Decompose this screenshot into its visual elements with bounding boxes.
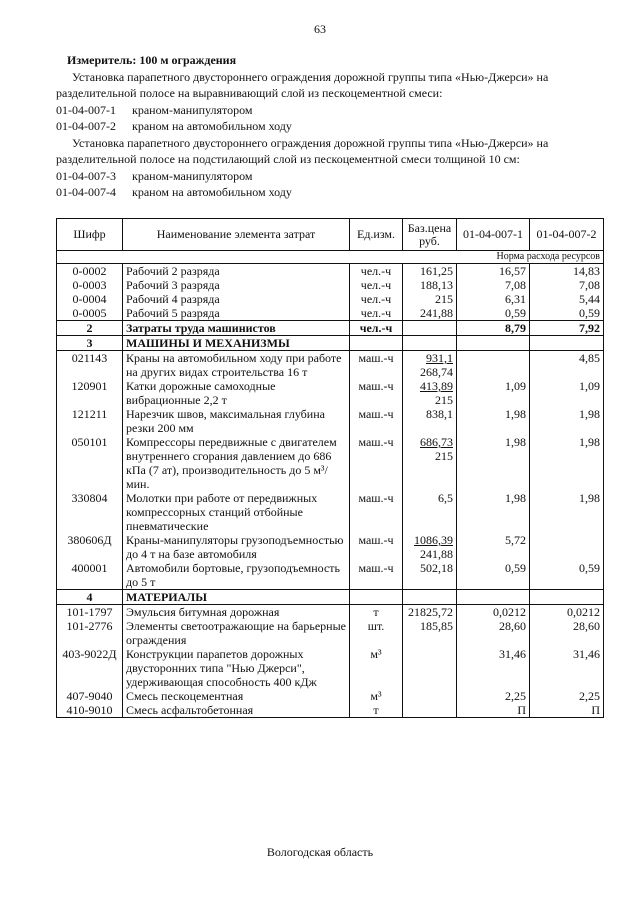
cell-unit: маш.-ч: [350, 491, 403, 533]
cell-price: [403, 491, 457, 533]
cell-value-1: [457, 351, 530, 380]
operator-price: 215: [435, 393, 453, 407]
cell-value-2: 31,46: [530, 647, 604, 689]
cell-name: Нарезчик швов, максимальная глубина резки 200 мм: [123, 407, 350, 435]
cell-value-2: 1,09: [530, 379, 604, 407]
cell-code: 0-0002: [57, 264, 123, 279]
cell-unit: маш.-ч: [350, 379, 403, 407]
cell-value-2: 7,08: [530, 278, 604, 292]
header-unit: Ед.изм.: [350, 219, 403, 251]
cell-value-1: 1,98: [457, 491, 530, 533]
base-price: 241,88: [420, 306, 453, 320]
cell-price: [403, 351, 457, 380]
base-price: 215: [435, 292, 453, 306]
cell-value-1: 2,25: [457, 689, 530, 703]
table-header-row: [57, 219, 604, 251]
cell-code: 101-1797: [57, 605, 123, 620]
group1-description: Установка парапетного двустороннего ограждения дорожной группы типа «Нью-Джерси» на разделительной полосе на выравнивающий слой из пескоцементной смеси:: [56, 69, 549, 100]
header-code: Шифр: [57, 219, 123, 251]
cell-unit: [350, 590, 403, 605]
norm-subheader: Норма расхода ресурсов: [57, 251, 604, 264]
group1-item-1: [56, 102, 604, 119]
cell-value-2: [530, 533, 604, 561]
cell-unit: чел.-ч: [350, 292, 403, 306]
table-row: [57, 379, 604, 407]
cell-code: 120901: [57, 379, 123, 407]
cell-value-1: 6,31: [457, 292, 530, 306]
cell-code: 121211: [57, 407, 123, 435]
norm-label: краном на автомобильном ходу: [132, 185, 292, 199]
cell-name: Компрессоры передвижные с двигателем внутреннего сгорания давлением до 686 кПа (7 ат), производительность до 5 м³/мин.: [123, 435, 350, 491]
cell-value-1: 1,98: [457, 407, 530, 435]
cell-price: [403, 407, 457, 435]
meter-heading: Измеритель: 100 м ограждения: [67, 53, 237, 67]
cell-name: Рабочий 5 разряда: [123, 306, 350, 321]
cell-code: 050101: [57, 435, 123, 491]
cell-value-2: [530, 336, 604, 351]
section-row: [57, 336, 604, 351]
cell-value-2: 0,59: [530, 306, 604, 321]
cell-price: [403, 278, 457, 292]
cell-value-1: 1,09: [457, 379, 530, 407]
norm-code: 01-04-007-2: [56, 119, 116, 133]
cell-code: 4: [57, 590, 123, 605]
cell-price: [403, 703, 457, 718]
cell-name: Конструкции парапетов дорожных двусторонних типа "Нью Джерси", удерживающая способность 400 кДж: [123, 647, 350, 689]
cell-price: [403, 647, 457, 689]
cell-value-2: 4,85: [530, 351, 604, 380]
page-number: 63: [314, 22, 326, 36]
cell-unit: шт.: [350, 619, 403, 647]
cell-name: Смесь асфальтобетонная: [123, 703, 350, 718]
table-row: [57, 491, 604, 533]
header-price: Баз.цена руб.: [403, 219, 457, 251]
operator-price: 241,88: [420, 547, 453, 561]
cell-price: [403, 435, 457, 491]
cell-value-2: 0,59: [530, 561, 604, 590]
cell-value-1: 8,79: [457, 321, 530, 336]
cell-price: [403, 321, 457, 336]
cell-price: [403, 264, 457, 279]
cell-price: [403, 689, 457, 703]
cell-name: Молотки при работе от передвижных компрессорных станций отбойные пневматические: [123, 491, 350, 533]
base-price: 931,1: [426, 351, 453, 365]
cell-value-2: 1,98: [530, 435, 604, 491]
cell-unit: м³: [350, 647, 403, 689]
cell-value-2: 0,0212: [530, 605, 604, 620]
operator-price: 215: [435, 449, 453, 463]
cell-unit: чел.-ч: [350, 264, 403, 279]
cell-value-1: 16,57: [457, 264, 530, 279]
cell-unit: т: [350, 605, 403, 620]
table-row: [57, 351, 604, 380]
group1-item-2: [56, 118, 604, 135]
base-price: 161,25: [420, 264, 453, 278]
cell-price: [403, 292, 457, 306]
cell-code: 0-0004: [57, 292, 123, 306]
cell-value-1: П: [457, 703, 530, 718]
intro-block: [56, 52, 604, 201]
norm-label: краном-манипулятором: [132, 102, 253, 117]
table-row: [57, 278, 604, 292]
cell-name: Рабочий 4 разряда: [123, 292, 350, 306]
cell-code: 021143: [57, 351, 123, 380]
cell-name: Катки дорожные самоходные вибрационные 2,2 т: [123, 379, 350, 407]
cell-value-1: 5,72: [457, 533, 530, 561]
section-row: [57, 321, 604, 336]
cell-value-1: 28,60: [457, 619, 530, 647]
cell-price: [403, 605, 457, 620]
cell-unit: чел.-ч: [350, 306, 403, 321]
norm-label: краном-манипулятором: [132, 168, 253, 183]
cell-value-1: 0,59: [457, 561, 530, 590]
header-col-2: 01-04-007-2: [530, 219, 604, 251]
cell-unit: т: [350, 703, 403, 718]
cell-name: МАШИНЫ И МЕХАНИЗМЫ: [123, 336, 350, 351]
cell-name: Краны на автомобильном ходу при работе на других видах строительства 16 т: [123, 351, 350, 380]
group2-description: Установка парапетного двустороннего ограждения дорожной группы типа «Нью-Джерси» на разделительной полосе на подстилающий слой из пескоцементной смеси толщиной 10 см:: [56, 135, 549, 166]
cell-name: МАТЕРИАЛЫ: [123, 590, 350, 605]
cell-price: [403, 336, 457, 351]
cell-code: 330804: [57, 491, 123, 533]
cell-value-2: 1,98: [530, 491, 604, 533]
cell-unit: маш.-ч: [350, 407, 403, 435]
cell-name: Смесь пескоцементная: [123, 689, 350, 703]
footer-region: Вологодская область: [266, 845, 374, 859]
table-row: [57, 619, 604, 647]
cell-name: Элементы светоотражающие на барьерные ограждения: [123, 619, 350, 647]
cell-value-1: 7,08: [457, 278, 530, 292]
cell-name: Автомобили бортовые, грузоподъемность до 5 т: [123, 561, 350, 590]
cell-value-1: 1,98: [457, 435, 530, 491]
table-row: [57, 605, 604, 620]
base-price: 21825,72: [408, 605, 453, 619]
cell-name: Рабочий 2 разряда: [123, 264, 350, 279]
cell-unit: чел.-ч: [350, 321, 403, 336]
table-row: [57, 264, 604, 279]
base-price: 413,89: [420, 379, 453, 393]
cell-price: [403, 561, 457, 590]
cell-value-2: 7,92: [530, 321, 604, 336]
base-price: 188,13: [420, 278, 453, 292]
table-row: [57, 561, 604, 590]
resource-norms-table: [56, 218, 604, 718]
cell-price: [403, 379, 457, 407]
group2-item-2: [56, 184, 604, 201]
cell-name: Краны-манипуляторы грузоподъемностью до 4 т на базе автомобиля: [123, 533, 350, 561]
table-subheader-row: [57, 251, 604, 264]
cell-code: 3: [57, 336, 123, 351]
operator-price: 268,74: [420, 365, 453, 379]
cell-value-2: 1,98: [530, 407, 604, 435]
cell-code: 400001: [57, 561, 123, 590]
cell-value-2: П: [530, 703, 604, 718]
base-price: 185,85: [420, 619, 453, 633]
cell-value-1: 0,0212: [457, 605, 530, 620]
cell-code: 403-9022Д: [57, 647, 123, 689]
cell-unit: м³: [350, 689, 403, 703]
table-row: [57, 647, 604, 689]
cell-price: [403, 306, 457, 321]
table-row: [57, 689, 604, 703]
norm-code: 01-04-007-3: [56, 168, 116, 183]
base-price: 6,5: [438, 491, 453, 505]
header-name: Наименование элемента затрат: [123, 219, 350, 251]
cell-unit: [350, 336, 403, 351]
table-row: [57, 533, 604, 561]
table-row: [57, 703, 604, 718]
cell-value-2: [530, 590, 604, 605]
cell-value-1: [457, 590, 530, 605]
norm-label: краном на автомобильном ходу: [132, 119, 292, 133]
table-row: [57, 292, 604, 306]
cell-name: Эмульсия битумная дорожная: [123, 605, 350, 620]
cell-unit: чел.-ч: [350, 278, 403, 292]
cell-name: Рабочий 3 разряда: [123, 278, 350, 292]
norm-code: 01-04-007-1: [56, 102, 116, 117]
cell-value-1: [457, 336, 530, 351]
cell-code: 0-0003: [57, 278, 123, 292]
base-price: 686,73: [420, 435, 453, 449]
norm-code: 01-04-007-4: [56, 185, 116, 199]
cell-value-2: 5,44: [530, 292, 604, 306]
cell-price: [403, 590, 457, 605]
cell-value-2: 28,60: [530, 619, 604, 647]
cell-unit: маш.-ч: [350, 533, 403, 561]
section-row: [57, 590, 604, 605]
base-price: 1086,39: [414, 533, 453, 547]
cell-code: 380606Д: [57, 533, 123, 561]
cell-code: 101-2776: [57, 619, 123, 647]
cell-code: 410-9010: [57, 703, 123, 718]
table-body: [57, 264, 604, 718]
cell-unit: маш.-ч: [350, 561, 403, 590]
cell-value-2: 14,83: [530, 264, 604, 279]
table-row: [57, 306, 604, 321]
cell-code: 0-0005: [57, 306, 123, 321]
base-price: 502,18: [420, 561, 453, 575]
cell-value-2: 2,25: [530, 689, 604, 703]
header-col-1: 01-04-007-1: [457, 219, 530, 251]
base-price: 838,1: [426, 407, 453, 421]
cell-name: Затраты труда машинистов: [123, 321, 350, 336]
cell-price: [403, 533, 457, 561]
table-row: [57, 435, 604, 491]
cell-unit: маш.-ч: [350, 435, 403, 491]
cell-price: [403, 619, 457, 647]
table-row: [57, 407, 604, 435]
cell-code: 2: [57, 321, 123, 336]
cell-value-1: 31,46: [457, 647, 530, 689]
cell-unit: маш.-ч: [350, 351, 403, 380]
cell-value-1: 0,59: [457, 306, 530, 321]
cell-code: 407-9040: [57, 689, 123, 703]
group2-item-1: [56, 168, 604, 185]
